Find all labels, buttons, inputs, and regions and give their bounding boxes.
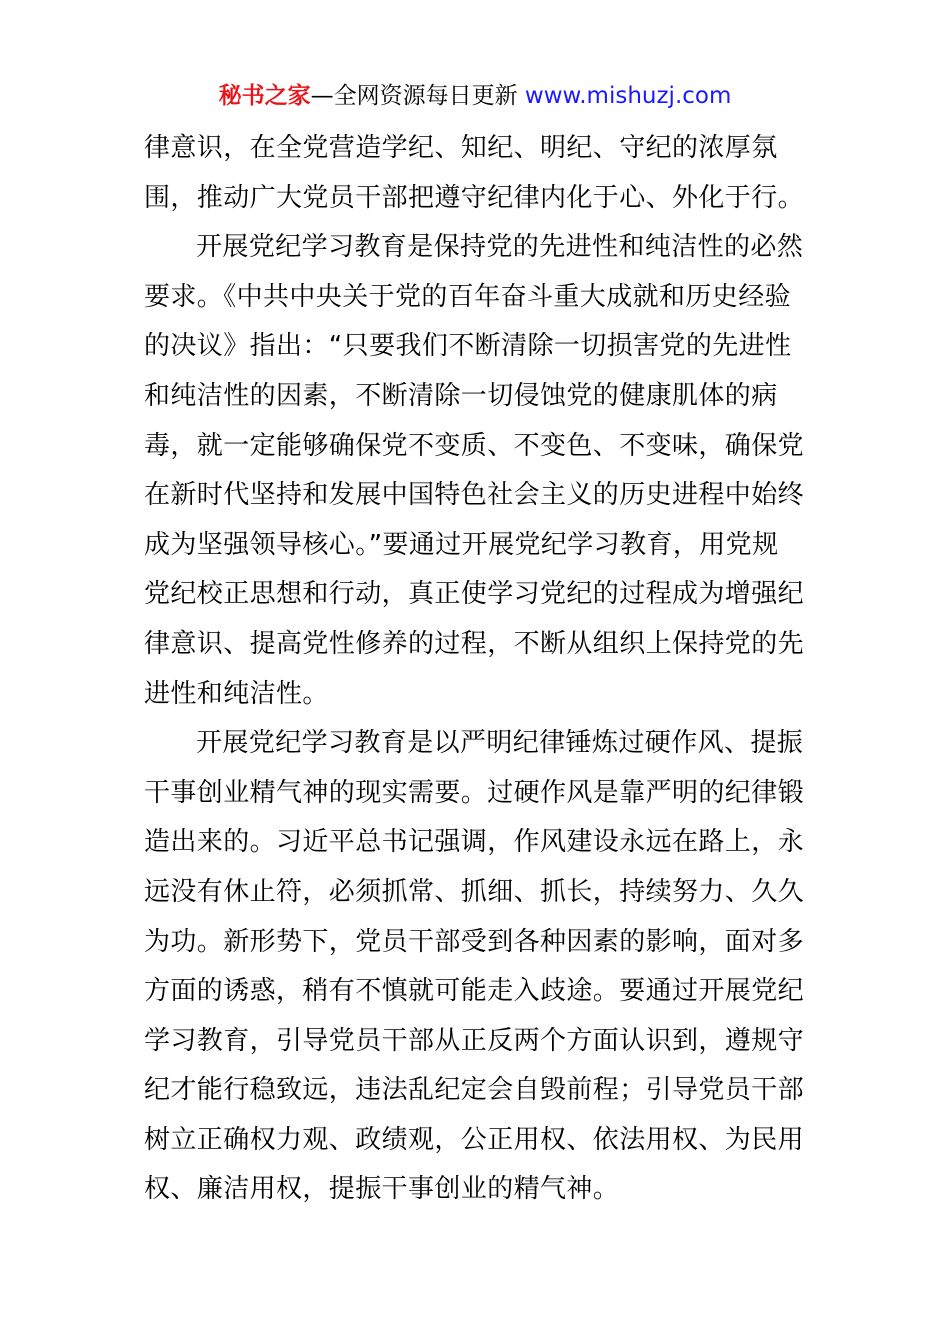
text-line: 方面的诱惑，稍有不慎就可能走入歧途。要通过开展党纪	[144, 976, 805, 1007]
text-line: 权、廉洁用权，提振干事创业的精气神。	[144, 1174, 620, 1205]
text-line: 进性和纯洁性。	[144, 678, 329, 709]
text-line: 毒，就一定能够确保党不变质、不变色、不变味，确保党	[144, 430, 805, 461]
text-line: 学习教育，引导党员干部从正反两个方面认识到，遵规守	[144, 1025, 805, 1056]
paragraph-first-line: 开展党纪学习教育是保持党的先进性和纯洁性的必然	[196, 232, 804, 263]
text-line: 远没有休止符，必须抓常、抓细、抓长，持续努力、久久	[144, 876, 805, 907]
text-line: 律意识，在全党营造学纪、知纪、明纪、守纪的浓厚氛	[144, 133, 778, 163]
text-line: 党纪校正思想和行动，真正使学习党纪的过程成为增强纪	[144, 579, 805, 610]
text-line: 围，推动广大党员干部把遵守纪律内化于心、外化于行。	[144, 182, 805, 213]
site-tagline: —全网资源每日更新	[310, 83, 525, 109]
text-line: 成为坚强领导核心。”要通过开展党纪学习教育，用党规	[144, 529, 779, 560]
document-body	[144, 124, 808, 1215]
text-line: 为功。新形势下，党员干部受到各种因素的影响，面对多	[144, 926, 805, 957]
text-line: 的决议》指出：“只要我们不断清除一切损害党的先进性	[144, 331, 792, 362]
text-line: 树立正确权力观、政绩观，公正用权、依法用权、为民用	[144, 1124, 805, 1155]
site-brand: 秘书之家	[218, 83, 311, 109]
site-header	[0, 80, 950, 112]
paragraph-first-line: 开展党纪学习教育是以严明纪律锤炼过硬作风、提振	[196, 728, 804, 759]
text-line: 造出来的。习近平总书记强调，作风建设永远在路上，永	[144, 827, 805, 858]
text-line: 在新时代坚持和发展中国特色社会主义的历史进程中始终	[144, 480, 805, 511]
text-line: 要求。《中共中央关于党的百年奋斗重大成就和历史经验	[144, 281, 792, 312]
text-line: 纪才能行稳致远，违法乱纪定会自毁前程；引导党员干部	[144, 1075, 805, 1106]
text-line: 干事创业精气神的现实需要。过硬作风是靠严明的纪律锻	[144, 777, 805, 808]
site-url-link[interactable]: www.mishuzj.com	[524, 83, 732, 109]
text-line: 律意识、提高党性修养的过程，不断从组织上保持党的先	[144, 628, 805, 659]
text-line: 和纯洁性的因素，不断清除一切侵蚀党的健康肌体的病	[144, 380, 778, 411]
